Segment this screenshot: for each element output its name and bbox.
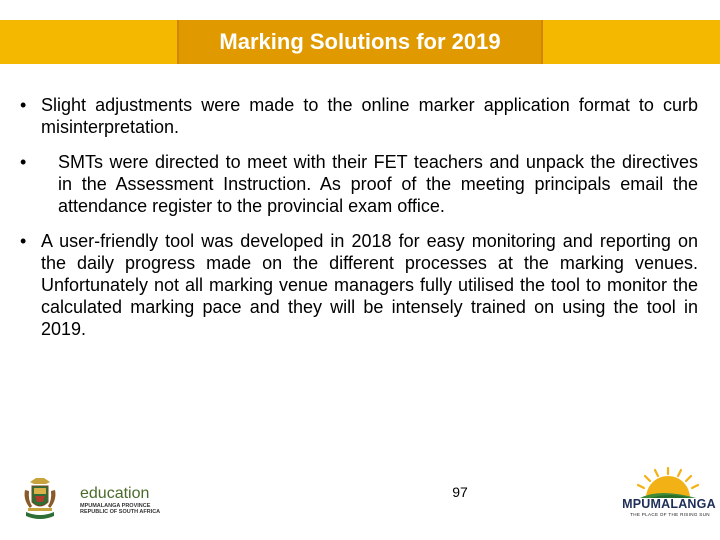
- bullet-text: A user-friendly tool was developed in 2018 for easy monitoring and reporting on the daily progress made on the different processes at the marking venues. Unfortunately not all marking venue managers fully utilised the tool to monitor the calculated marking pace and they will be intensely trained on using the tool in 2019.: [41, 231, 698, 339]
- page-number: 97: [452, 484, 468, 500]
- bullet-icon: •: [20, 231, 27, 251]
- bullet-icon: •: [20, 95, 27, 115]
- title-container: [0, 20, 720, 64]
- bullet-item: [20, 230, 698, 340]
- slide-title: Marking Solutions for 2019: [219, 29, 501, 54]
- bullet-text: Slight adjustments were made to the online marker application format to curb misinterpretation.: [41, 95, 698, 137]
- education-logo-subtitle: [80, 503, 160, 515]
- bullet-item: [20, 151, 698, 217]
- mpumalanga-logo-text: MPUMALANGA: [622, 497, 716, 511]
- province-label: MPUMALANGA PROVINCE: [80, 503, 151, 509]
- bullet-list: [20, 94, 698, 353]
- bullet-text: SMTs were directed to meet with their FET teachers and unpack the directives in the Assessment Instruction. As proof of the meeting principals email the attendance register to the provincial exam office.: [58, 152, 698, 216]
- mpumalanga-sunrise-icon: [620, 464, 716, 528]
- mpumalanga-tagline: THE PLACE OF THE RISING SUN: [630, 512, 710, 517]
- title-highlight: [177, 20, 543, 64]
- bullet-item: [20, 94, 698, 138]
- education-logo-text: education: [80, 485, 150, 502]
- country-label: REPUBLIC OF SOUTH AFRICA: [80, 509, 161, 515]
- bullet-icon: •: [20, 152, 27, 172]
